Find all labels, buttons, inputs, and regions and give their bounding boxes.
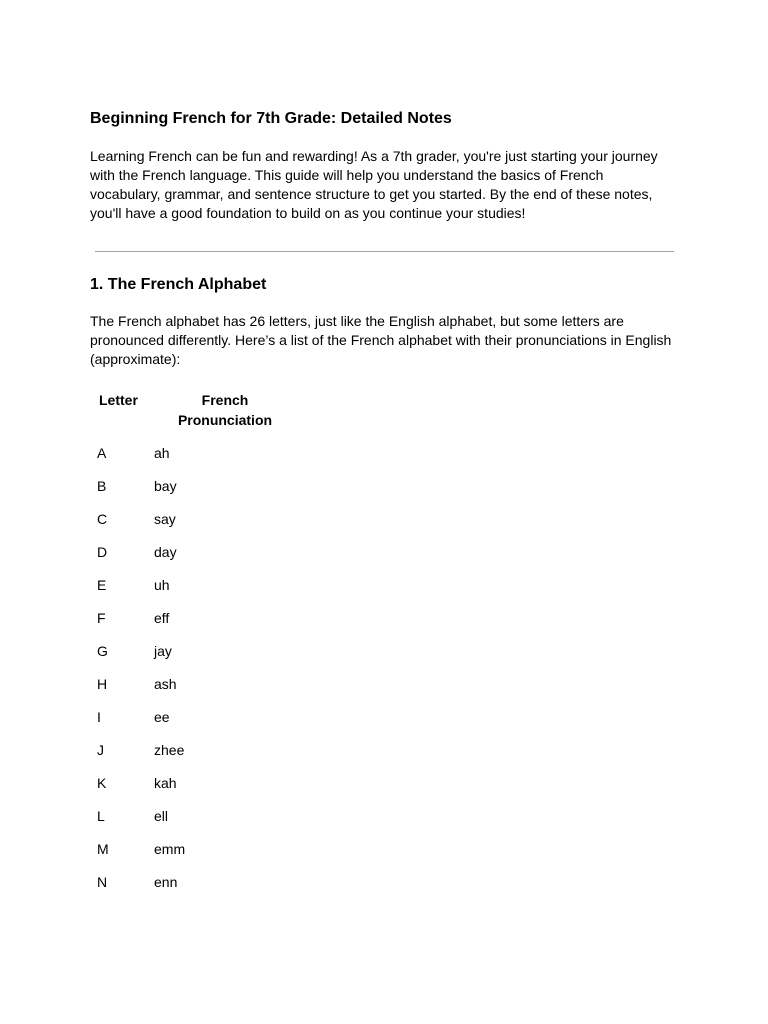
document-title: Beginning French for 7th Grade: Detailed Notes xyxy=(90,110,452,127)
letter-cell: L xyxy=(97,807,105,824)
column-header-pronunciation: French Pronunciation xyxy=(177,392,273,428)
letter-cell: G xyxy=(97,642,108,659)
table-row xyxy=(90,832,289,865)
letter-cell: N xyxy=(97,873,108,890)
pronunciation-cell: ee xyxy=(154,708,170,725)
pronunciation-cell: zhee xyxy=(154,741,185,758)
letter-cell: F xyxy=(97,609,106,626)
letter-cell: E xyxy=(97,576,107,593)
table-row xyxy=(90,469,289,502)
table-row xyxy=(90,667,289,700)
pronunciation-cell: eff xyxy=(154,609,170,626)
pronunciation-cell: kah xyxy=(154,774,177,791)
horizontal-divider xyxy=(95,251,674,252)
table-row xyxy=(90,601,289,634)
pronunciation-cell: ell xyxy=(154,807,169,824)
section-paragraph-alphabet: The French alphabet has 26 letters, just like the English alphabet, but some letters are pronounced differently. Here’s a list of the French alphabet with their pronunciations in English (approximate): xyxy=(90,313,672,367)
pronunciation-cell: say xyxy=(154,510,176,527)
table-header-row xyxy=(90,390,289,436)
table-row xyxy=(90,700,289,733)
table-row xyxy=(90,733,289,766)
letter-cell: A xyxy=(97,444,107,461)
pronunciation-cell: uh xyxy=(154,576,170,593)
letter-cell: H xyxy=(97,675,108,692)
pronunciation-cell: day xyxy=(154,543,177,560)
pronunciation-cell: jay xyxy=(154,642,172,659)
table-row xyxy=(90,502,289,535)
letter-cell: K xyxy=(97,774,107,791)
intro-paragraph: Learning French can be fun and rewarding! As a 7th grader, you're just starting your journey with the French language. This guide will help you understand the basics of French vocabulary, grammar, and sentence structure to get you started. By the end of these notes, you'll have a good foundation to build on as you continue your studies! xyxy=(90,148,658,221)
pronunciation-cell: ash xyxy=(154,675,177,692)
letter-cell: B xyxy=(97,477,107,494)
pronunciation-cell: ah xyxy=(154,444,170,461)
table-row xyxy=(90,436,289,469)
pronunciation-cell: enn xyxy=(154,873,178,890)
section-title-alphabet: 1. The French Alphabet xyxy=(90,276,267,293)
table-row xyxy=(90,634,289,667)
pronunciation-cell: emm xyxy=(154,840,186,857)
column-header-letter: Letter xyxy=(99,392,138,408)
alphabet-table xyxy=(90,390,289,898)
table-row xyxy=(90,766,289,799)
table-row xyxy=(90,865,289,898)
letter-cell: J xyxy=(97,741,104,758)
table-row xyxy=(90,535,289,568)
table-row xyxy=(90,799,289,832)
pronunciation-cell: bay xyxy=(154,477,177,494)
letter-cell: C xyxy=(97,510,108,527)
letter-cell: D xyxy=(97,543,108,560)
letter-cell: I xyxy=(97,708,101,725)
letter-cell: M xyxy=(97,840,109,857)
table-row xyxy=(90,568,289,601)
